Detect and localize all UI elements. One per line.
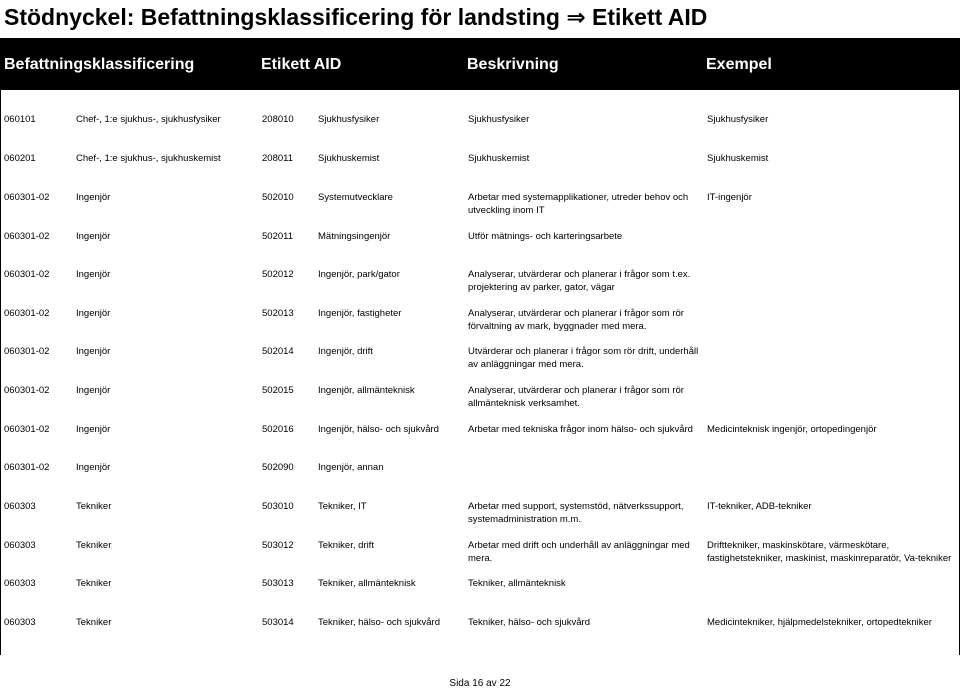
- row-code: 060303: [4, 501, 36, 512]
- row-example: Drifttekniker, maskinskötare, värmeskötare, fastighetstekniker, maskinist, maskinreparatör, Va-tekniker: [707, 540, 952, 564]
- header-befattningsklassificering: Befattningsklassificering: [4, 56, 195, 73]
- row-description: Sjukhuskemist: [468, 153, 530, 164]
- row-example: Sjukhusfysiker: [707, 114, 769, 125]
- row-aid: 503014: [262, 617, 294, 628]
- row-label: Ingenjör, allmänteknisk: [318, 385, 415, 396]
- row-category: Ingenjör: [76, 424, 111, 435]
- row-category: Chef-, 1:e sjukhus-, sjukhuskemist: [76, 153, 221, 164]
- row-label: Ingenjör, fastigheter: [318, 308, 402, 319]
- row-example: IT-tekniker, ADB-tekniker: [707, 501, 812, 512]
- row-aid: 502014: [262, 346, 294, 357]
- row-aid: 502012: [262, 269, 294, 280]
- row-aid: 502016: [262, 424, 294, 435]
- row-label: Ingenjör, annan: [318, 462, 384, 473]
- row-description: Tekniker, allmänteknisk: [468, 578, 566, 589]
- row-category: Chef-, 1:e sjukhus-, sjukhusfysiker: [76, 114, 221, 125]
- header-beskrivning: Beskrivning: [467, 56, 559, 73]
- row-description: Tekniker, hälso- och sjukvård: [468, 617, 590, 628]
- row-category: Ingenjör: [76, 231, 111, 242]
- row-aid: 503010: [262, 501, 294, 512]
- row-code: 060301-02: [4, 308, 50, 319]
- row-category: Ingenjör: [76, 346, 111, 357]
- row-description: Arbetar med drift och underhåll av anläggningar med mera.: [468, 540, 690, 564]
- row-description: Arbetar med systemapplikationer, utreder behov och utveckling inom IT: [468, 192, 689, 216]
- row-code: 060301-02: [4, 346, 50, 357]
- row-description: Analyserar, utvärderar och planerar i frågor som t.ex. projektering av parker, gator, vägar: [468, 269, 691, 293]
- row-code: 060301-02: [4, 192, 50, 203]
- row-label: Ingenjör, drift: [318, 346, 373, 357]
- row-description: Sjukhusfysiker: [468, 114, 530, 125]
- row-code: 060301-02: [4, 424, 50, 435]
- row-category: Tekniker: [76, 578, 112, 589]
- row-description: Arbetar med support, systemstöd, nätverkssupport, systemadministration m.m.: [468, 501, 684, 525]
- row-label: Tekniker, hälso- och sjukvård: [318, 617, 440, 628]
- row-description: Analyserar, utvärderar och planerar i frågor som rör förvaltning av mark, byggnader med mera.: [468, 308, 684, 332]
- row-code: 060303: [4, 540, 36, 551]
- row-category: Tekniker: [76, 501, 112, 512]
- row-aid: 502015: [262, 385, 294, 396]
- row-example: Medicinteknisk ingenjör, ortopedingenjör: [707, 424, 877, 435]
- header-exempel: Exempel: [706, 56, 772, 73]
- row-label: Ingenjör, park/gator: [318, 269, 400, 280]
- row-label: Sjukhusfysiker: [318, 114, 380, 125]
- row-description: Utvärderar och planerar i frågor som rör drift, underhåll av anläggningar med mera.: [468, 346, 699, 370]
- row-aid: 502090: [262, 462, 294, 473]
- row-code: 060301-02: [4, 385, 50, 396]
- page-number: Sida 16 av 22: [449, 678, 511, 689]
- row-code: 060301-02: [4, 462, 50, 473]
- row-category: Ingenjör: [76, 385, 111, 396]
- row-example: Sjukhuskemist: [707, 153, 769, 164]
- header-teknik: Teknik: [4, 76, 54, 93]
- row-category: Ingenjör: [76, 269, 111, 280]
- row-code: 060303: [4, 617, 36, 628]
- row-description: Arbetar med tekniska frågor inom hälso- och sjukvård: [468, 424, 693, 435]
- row-code: 060301-02: [4, 269, 50, 280]
- header-etikett-aid: Etikett AID: [261, 56, 342, 73]
- row-category: Tekniker: [76, 540, 112, 551]
- classification-table: [0, 90, 960, 655]
- row-label: Mätningsingenjör: [318, 231, 391, 242]
- row-category: Ingenjör: [76, 462, 111, 473]
- row-category: Ingenjör: [76, 308, 111, 319]
- row-example: IT-ingenjör: [707, 192, 752, 203]
- row-label: Sjukhuskemist: [318, 153, 380, 164]
- row-label: Tekniker, drift: [318, 540, 374, 551]
- row-category: Tekniker: [76, 617, 112, 628]
- row-label: Tekniker, IT: [318, 501, 367, 512]
- row-code: 060301-02: [4, 231, 50, 242]
- row-code: 060201: [4, 153, 36, 164]
- row-example: Medicintekniker, hjälpmedelstekniker, ortopedtekniker: [707, 617, 932, 628]
- row-code: 060101: [4, 114, 36, 125]
- row-description: Analyserar, utvärderar och planerar i frågor som rör allmänteknisk verksamhet.: [468, 385, 684, 409]
- page-title: Stödnyckel: Befattningsklassificering för landsting ⇒ Etikett AID: [0, 0, 960, 38]
- row-label: Ingenjör, hälso- och sjukvård: [318, 424, 439, 435]
- row-aid: 502011: [262, 231, 293, 242]
- row-description: Utför mätnings- och karteringsarbete: [468, 231, 623, 242]
- table-header: [0, 38, 960, 93]
- row-label: Tekniker, allmänteknisk: [318, 578, 416, 589]
- row-aid: 208010: [262, 114, 294, 125]
- row-aid: 208011: [262, 153, 293, 164]
- row-aid: 503012: [262, 540, 294, 551]
- row-aid: 503013: [262, 578, 294, 589]
- row-code: 060303: [4, 578, 36, 589]
- row-aid: 502013: [262, 308, 294, 319]
- row-category: Ingenjör: [76, 192, 111, 203]
- row-aid: 502010: [262, 192, 294, 203]
- row-label: Systemutvecklare: [318, 192, 393, 203]
